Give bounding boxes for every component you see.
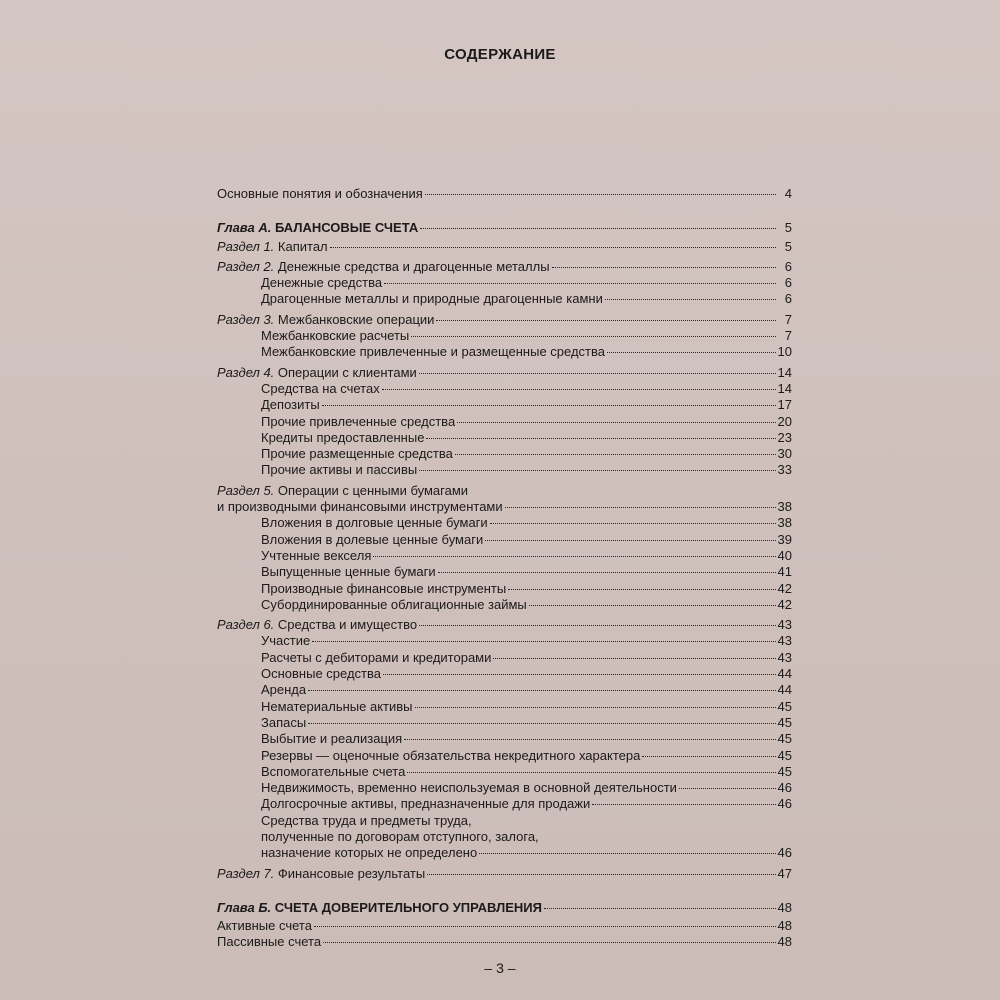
toc-page-number: 48 [777, 899, 792, 915]
toc-section-1[interactable] [217, 239, 792, 255]
toc-item[interactable] [217, 548, 792, 564]
toc-page-number: 4 [784, 186, 792, 201]
toc-item-line1: Средства труда и предметы труда, [261, 812, 472, 828]
toc-item-label: Субординированные облигационные займы [261, 596, 527, 612]
toc-page-number: 45 [777, 731, 792, 747]
toc-item[interactable] [217, 291, 792, 307]
section-label: Средства и имущество [277, 617, 418, 633]
toc-page-number: 7 [784, 311, 792, 327]
section-label: Денежные средства и драгоценные металлы [277, 258, 550, 274]
toc-page-number: 20 [777, 413, 792, 429]
toc-page-number: 5 [784, 238, 792, 254]
toc-item-label: Межбанковские расчеты [261, 328, 410, 344]
toc-item[interactable] [217, 397, 792, 413]
toc-item-label: Драгоценные металлы и природные драгоценные камни [261, 291, 603, 307]
toc-chapter-b[interactable] [217, 900, 792, 916]
toc-item-label: Пассивные счета [217, 934, 322, 950]
toc-item[interactable] [217, 682, 792, 698]
toc-item-label: Прочие привлеченные средства [261, 413, 456, 429]
toc-item[interactable] [217, 845, 792, 861]
dot-leader [419, 470, 775, 471]
dot-leader [436, 320, 776, 321]
dot-leader [529, 605, 776, 606]
dot-leader [373, 556, 775, 557]
dot-leader [552, 267, 776, 268]
toc-page-number: 14 [777, 364, 792, 380]
chapter-prefix: Глава А. [217, 220, 272, 236]
toc-item[interactable] [217, 446, 792, 462]
toc-item-label: назначение которых не определено [261, 845, 478, 861]
section-prefix: Раздел 2. [217, 258, 275, 274]
dot-leader [407, 772, 775, 773]
toc-item[interactable] [217, 780, 792, 796]
toc-item-label: Кредиты предоставленные [261, 429, 425, 445]
toc-item-label: Основные средства [261, 666, 381, 682]
toc-item-line2: полученные по договорам отступного, залога, [261, 828, 539, 844]
toc-item-label: Производные финансовые инструменты [261, 580, 507, 596]
dot-leader [419, 625, 775, 626]
toc-page-number: 6 [784, 291, 792, 307]
chapter-prefix: Глава Б. [217, 899, 272, 915]
section-prefix: Раздел 1. [217, 238, 275, 254]
toc-entry-intro[interactable] [217, 186, 792, 202]
toc-page-number: 45 [777, 747, 792, 763]
toc-item-label: Участие [261, 633, 311, 649]
toc-page-number: 45 [777, 763, 792, 779]
toc-item[interactable] [217, 532, 792, 548]
dot-leader [323, 942, 775, 943]
toc-page-number: 23 [777, 429, 792, 445]
dot-leader [419, 373, 776, 374]
dot-leader [322, 405, 776, 406]
toc-item[interactable] [217, 564, 792, 580]
toc-page-number: 47 [777, 865, 792, 881]
dot-leader [382, 389, 776, 390]
toc-page-number: 42 [777, 580, 792, 596]
toc-page-number: 39 [777, 531, 792, 547]
section-label-line2: и производными финансовыми инструментами [217, 499, 503, 515]
toc-page-number: 45 [777, 714, 792, 730]
toc-page-number: 46 [777, 796, 792, 812]
dot-leader [505, 507, 776, 508]
dot-leader [455, 454, 776, 455]
toc-item-label: Аренда [261, 682, 307, 698]
page-title: СОДЕРЖАНИЕ [444, 46, 556, 63]
section-label: Капитал [277, 238, 328, 254]
toc-item-label: Межбанковские привлеченные и размещенные средства [261, 344, 605, 360]
section-label: Операции с ценными бумагами [277, 482, 469, 498]
dot-leader [384, 283, 776, 284]
dot-leader [479, 853, 775, 854]
toc-page-number: 48 [777, 934, 792, 950]
dot-leader [427, 874, 775, 875]
toc-page-number: 14 [777, 380, 792, 396]
toc-item[interactable] [217, 275, 792, 291]
dot-leader [425, 194, 776, 195]
section-prefix: Раздел 3. [217, 311, 275, 327]
toc-item-label: Средства на счетах [261, 380, 380, 396]
toc-page-number: 6 [784, 275, 792, 291]
toc-item-label: Прочие активы и пассивы [261, 462, 418, 478]
toc-page-number: 7 [784, 328, 792, 344]
dot-leader [420, 228, 776, 229]
toc-item[interactable] [217, 597, 792, 613]
toc-section-5-heading[interactable] [217, 483, 792, 499]
toc-page-number: 41 [777, 564, 792, 580]
toc-page-number: 38 [777, 499, 792, 515]
toc-item[interactable] [217, 381, 792, 397]
toc-page-number: 42 [777, 596, 792, 612]
dot-leader [457, 422, 775, 423]
toc-item-label: Вложения в долговые ценные бумаги [261, 515, 488, 531]
toc-item[interactable] [217, 731, 792, 747]
dot-leader [607, 352, 776, 353]
dot-leader [438, 572, 776, 573]
dot-leader [485, 540, 775, 541]
toc-page-number: 46 [777, 780, 792, 796]
toc-item-label: Недвижимость, временно неиспользуемая в основной деятельности [261, 780, 677, 796]
toc-page-number: 44 [777, 682, 792, 698]
toc-page-number: 46 [777, 845, 792, 861]
toc-page-number: 45 [777, 698, 792, 714]
chapter-label: БАЛАНСОВЫЕ СЧЕТА [274, 220, 419, 236]
toc-item[interactable] [217, 764, 792, 780]
section-prefix: Раздел 6. [217, 617, 275, 633]
toc-item[interactable] [217, 462, 792, 478]
toc-item[interactable] [217, 715, 792, 731]
toc-page-number: 48 [777, 918, 792, 934]
dot-leader [544, 908, 776, 909]
toc-item-label: Учтенные векселя [261, 547, 372, 563]
toc-item-label: Запасы [261, 714, 307, 730]
dot-leader [415, 707, 776, 708]
toc-entry-label: Основные понятия и обозначения [217, 186, 423, 201]
toc-item-label: Расчеты с дебиторами и кредиторами [261, 649, 492, 665]
toc-item-label: Вложения в долевые ценные бумаги [261, 531, 484, 547]
chapter-label: СЧЕТА ДОВЕРИТЕЛЬНОГО УПРАВЛЕНИЯ [274, 899, 542, 915]
dot-leader [426, 438, 775, 439]
toc-item-label: Активные счета [217, 918, 312, 934]
toc-item-label: Депозиты [261, 397, 320, 413]
toc-item-label: Денежные средства [261, 275, 383, 291]
dot-leader [330, 247, 776, 248]
section-label: Операции с клиентами [277, 364, 417, 380]
toc-item[interactable] [217, 414, 792, 430]
toc-item-label: Прочие размещенные средства [261, 446, 453, 462]
toc-page-number: 43 [777, 633, 792, 649]
section-prefix: Раздел 5. [217, 482, 275, 498]
dot-leader [411, 336, 776, 337]
toc-page-number: 17 [777, 397, 792, 413]
dot-leader [383, 674, 776, 675]
dot-leader [308, 723, 775, 724]
toc-section-7[interactable] [217, 866, 792, 882]
toc-item[interactable] [217, 918, 792, 934]
toc-page-number: 30 [777, 446, 792, 462]
toc-item[interactable] [217, 699, 792, 715]
table-of-contents [217, 186, 792, 951]
section-prefix: Раздел 7. [217, 865, 275, 881]
toc-page-number: 6 [784, 258, 792, 274]
toc-page-number: 43 [777, 649, 792, 665]
toc-page-number: 33 [777, 462, 792, 478]
toc-chapter-a[interactable] [217, 220, 792, 236]
dot-leader [642, 756, 775, 757]
page-number: – 3 – [484, 960, 516, 976]
toc-page-number: 5 [784, 220, 792, 236]
toc-section-6[interactable] [217, 617, 792, 633]
dot-leader [404, 739, 775, 740]
dot-leader [490, 523, 776, 524]
toc-item[interactable] [217, 581, 792, 597]
toc-page-number: 44 [777, 666, 792, 682]
toc-item[interactable] [217, 748, 792, 764]
dot-leader [508, 589, 775, 590]
toc-item-label: Долгосрочные активы, предназначенные для продажи [261, 796, 591, 812]
toc-item[interactable] [217, 328, 792, 344]
toc-item[interactable] [217, 796, 792, 812]
dot-leader [679, 788, 776, 789]
toc-section-4[interactable] [217, 365, 792, 381]
dot-leader [605, 299, 776, 300]
toc-section-3[interactable] [217, 312, 792, 328]
section-label: Межбанковские операции [277, 311, 435, 327]
toc-item-label: Нематериальные активы [261, 698, 413, 714]
section-prefix: Раздел 4. [217, 364, 275, 380]
toc-page-number: 38 [777, 515, 792, 531]
toc-item[interactable] [217, 650, 792, 666]
toc-item[interactable] [217, 344, 792, 360]
toc-section-2[interactable] [217, 259, 792, 275]
toc-page-number: 40 [777, 547, 792, 563]
section-label: Финансовые результаты [277, 865, 426, 881]
toc-item-label: Выбытие и реализация [261, 731, 403, 747]
toc-item[interactable] [217, 430, 792, 446]
dot-leader [592, 804, 775, 805]
toc-item-label: Выпущенные ценные бумаги [261, 564, 436, 580]
dot-leader [312, 641, 775, 642]
dot-leader [493, 658, 775, 659]
toc-item-label: Резервы — оценочные обязательства некредитного характера [261, 747, 641, 763]
toc-item[interactable] [217, 633, 792, 649]
toc-item[interactable] [217, 666, 792, 682]
toc-page-number: 43 [777, 617, 792, 633]
dot-leader [308, 690, 775, 691]
toc-section-5[interactable] [217, 499, 792, 515]
toc-item[interactable] [217, 934, 792, 950]
toc-page-number: 10 [777, 344, 792, 360]
toc-item[interactable] [217, 515, 792, 531]
toc-item-label: Вспомогательные счета [261, 763, 406, 779]
dot-leader [314, 926, 776, 927]
